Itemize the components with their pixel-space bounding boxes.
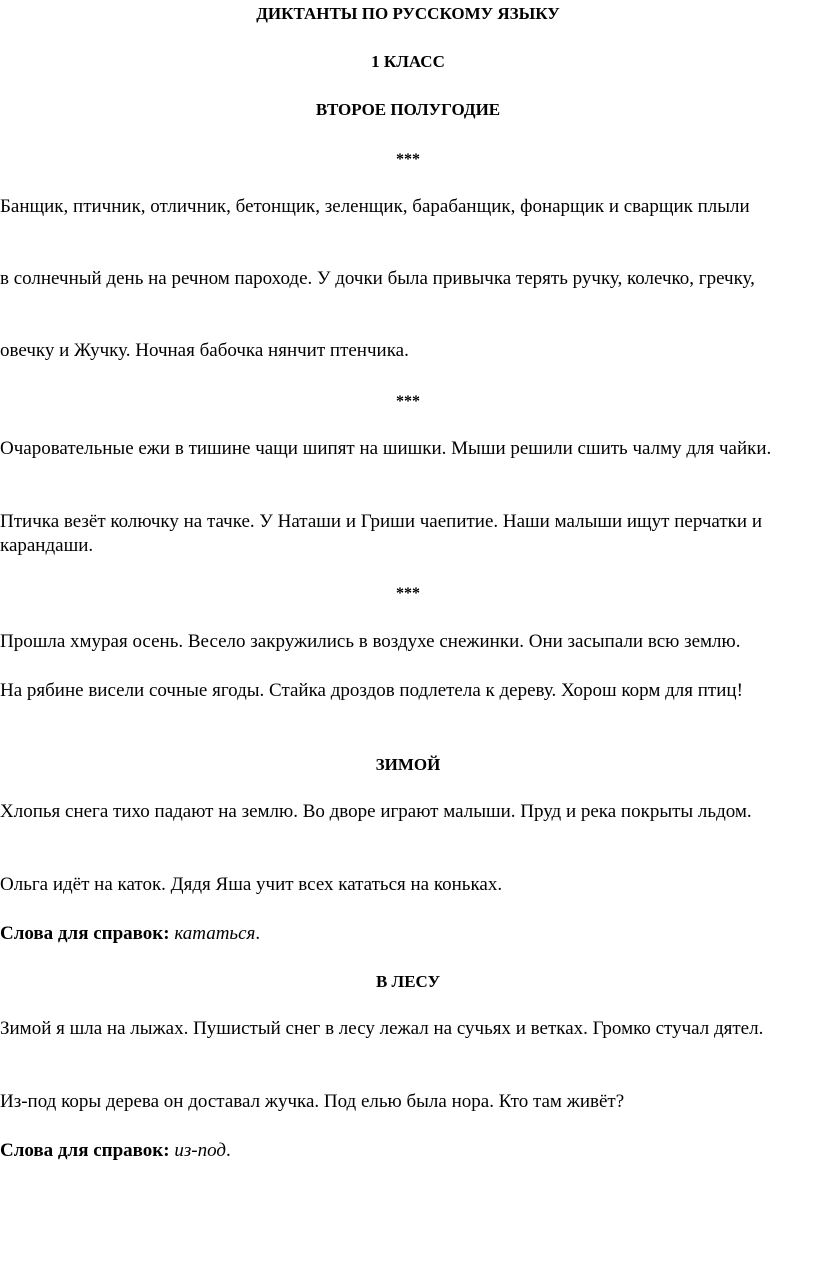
reference-end: . bbox=[225, 1140, 231, 1161]
reference-word: из-под bbox=[174, 1140, 226, 1161]
winter-paragraph-1: Хлопья снега тихо падают на землю. Во дворе играют малыши. Пруд и река покрыты льдом. bbox=[0, 801, 752, 822]
winter-paragraph-2: Ольга идёт на каток. Дядя Яша учит всех кататься на коньках. bbox=[0, 874, 503, 895]
paragraph-1-3: овечку и Жучку. Ночная бабочка нянчит птенчика. bbox=[0, 340, 409, 361]
term-heading: ВТОРОЕ ПОЛУГОДИЕ bbox=[315, 100, 501, 119]
paragraph-3-1: Прошла хмурая осень. Весело закружились в воздухе снежинки. Они засыпали всю землю. bbox=[0, 631, 741, 652]
winter-reference-words bbox=[0, 922, 812, 946]
section-divider-2: *** bbox=[396, 393, 420, 410]
paragraph-2-1: Очаровательные ежи в тишине чащи шипят на шишки. Мыши решили сшить чалму для чайки. bbox=[0, 438, 772, 459]
forest-paragraph-1: Зимой я шла на лыжах. Пушистый снег в лесу лежал на сучьях и ветках. Громко стучал дятел. bbox=[0, 1018, 764, 1039]
forest-reference-words bbox=[0, 1139, 812, 1163]
reference-label: Слова для справок: bbox=[0, 923, 170, 944]
grade-heading: 1 КЛАСС bbox=[371, 52, 445, 71]
reference-end: . bbox=[255, 923, 261, 944]
document-title: ДИКТАНТЫ ПО РУССКОМУ ЯЗЫКУ bbox=[256, 4, 560, 23]
section-divider-3: *** bbox=[396, 585, 420, 602]
reference-word: кататься bbox=[174, 923, 256, 944]
paragraph-1-1: Банщик, птичник, отличник, бетонщик, зеленщик, барабанщик, фонарщик и сварщик плыли bbox=[0, 196, 750, 217]
section-divider-1: *** bbox=[396, 151, 420, 168]
reference-label: Слова для справок: bbox=[0, 1140, 170, 1161]
forest-heading: В ЛЕСУ bbox=[375, 972, 441, 991]
forest-paragraph-2: Из-под коры дерева он доставал жучка. Под елью была нора. Кто там живёт? bbox=[0, 1091, 625, 1112]
paragraph-2-2: Птичка везёт колючку на тачке. У Наташи и Гриши чаепитие. Наши малыши ищут перчатки и карандаши. bbox=[0, 511, 762, 556]
winter-heading: ЗИМОЙ bbox=[375, 755, 441, 774]
paragraph-3-2: На рябине висели сочные ягоды. Стайка дроздов подлетела к дереву. Хорош корм для птиц! bbox=[0, 680, 743, 701]
paragraph-1-2: в солнечный день на речном пароходе. У дочки была привычка терять ручку, колечко, гречку, bbox=[0, 268, 755, 289]
